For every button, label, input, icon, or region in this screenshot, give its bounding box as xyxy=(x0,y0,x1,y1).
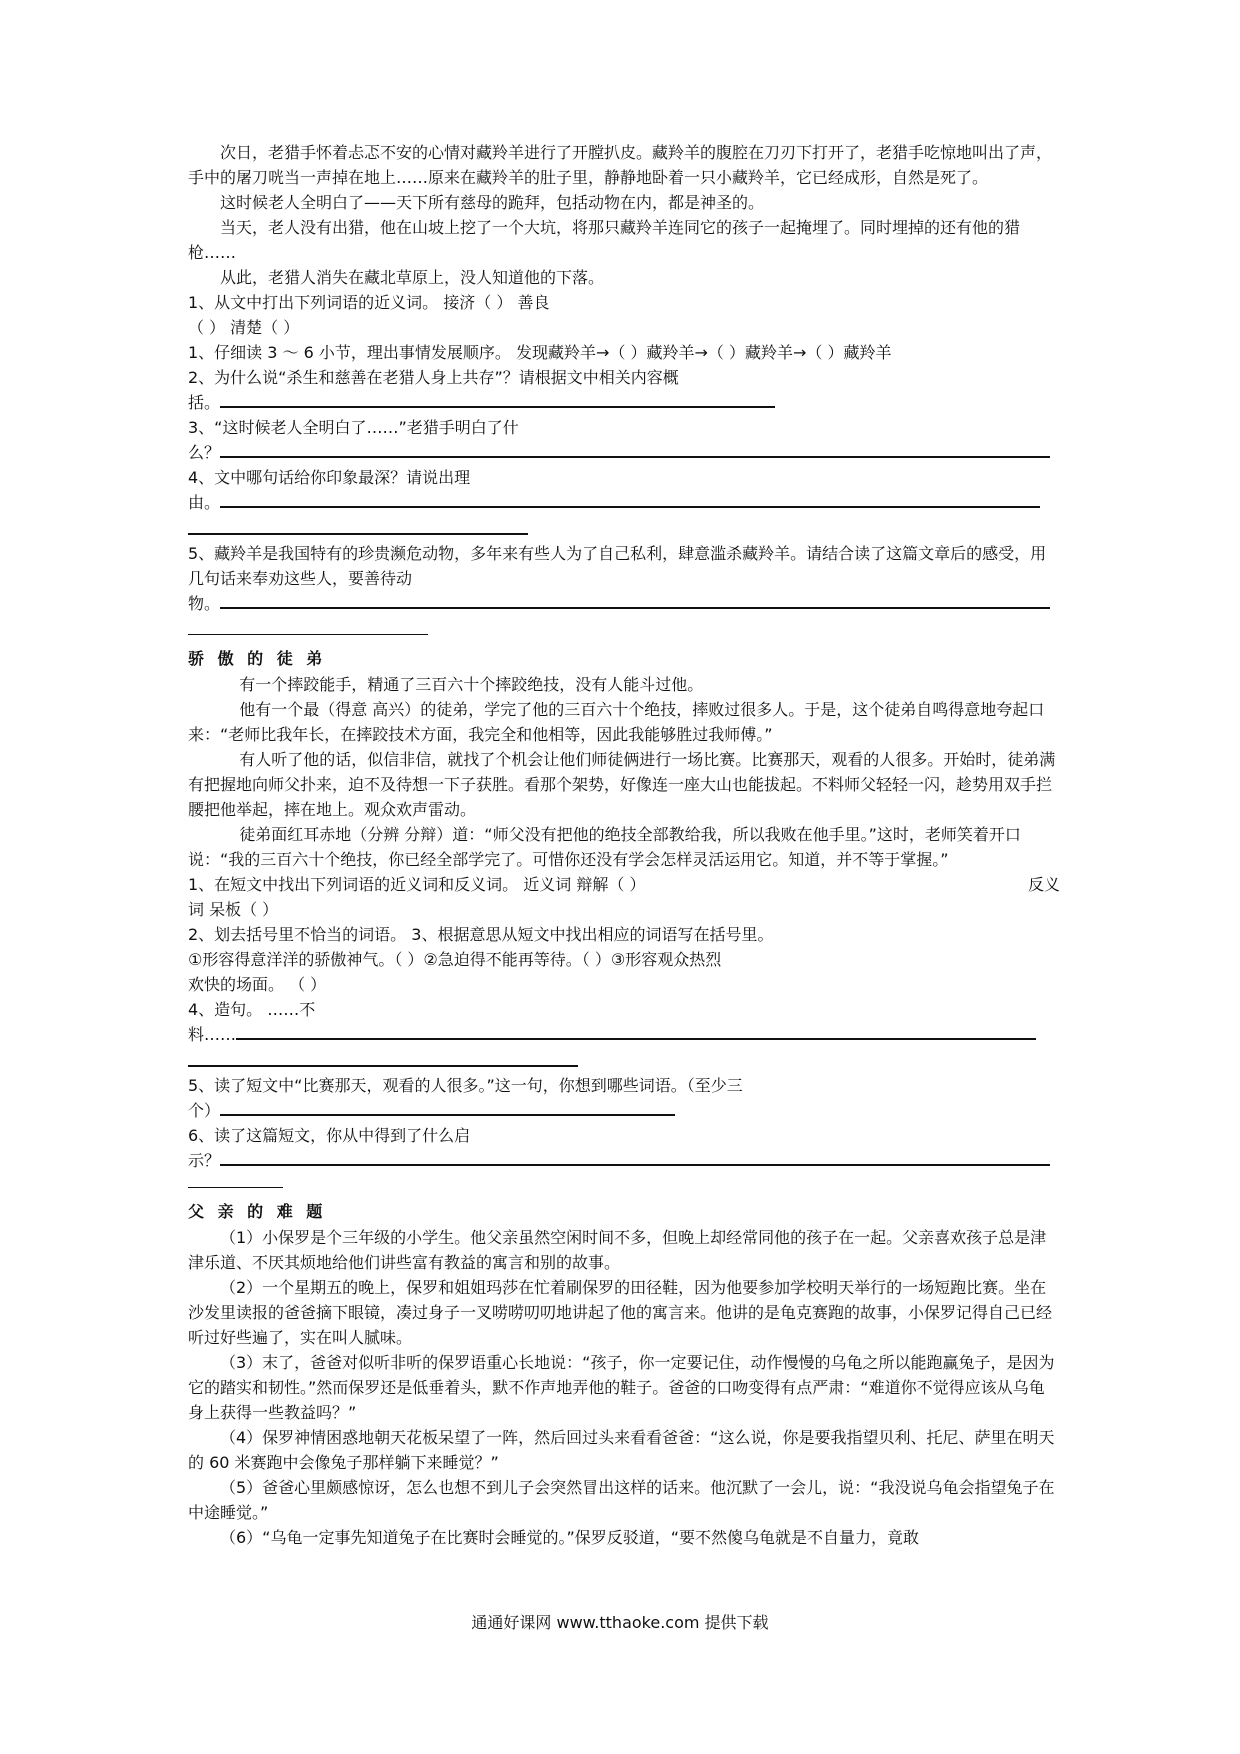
story2-paragraph-1: 有一个摔跤能手，精通了三百六十个摔跤绝技，没有人能斗过他。 xyxy=(239,675,704,694)
story3-paragraph-6: （6）“乌龟一定事先知道兔子在比赛时会睡觉的。”保罗反驳道，“要不然傻乌龟就是不自量力，竟敢 xyxy=(220,1528,920,1547)
story2-paragraph-3: 有人听了他的话，似信非信，就找了个机会让他们师徒俩进行一场比赛。比赛那天，观看的人很多。开始时，徒弟满有把握地向师父扑来，迫不及待想一下子获胜。看那个架势，好像连一座大山也能拔起。不料师父轻轻一闪，趁势用双手拦腰把他举起，摔在地上。观众欢声雷动。 xyxy=(188,750,1056,819)
section-divider xyxy=(188,634,428,635)
story3-paragraph-4: （4）保罗神情困惑地朝天花板呆望了一阵，然后回过头来看看爸爸：“这么说，你是要我指望贝利、托尼、萨里在明天的 60 米赛跑中会像兔子那样躺下来睡觉？” xyxy=(188,1428,1055,1472)
answer-line[interactable] xyxy=(220,491,1040,508)
story2-question-1-right: 反义 xyxy=(1027,875,1060,894)
story2-question-5: 5、读了短文中“比赛那天，观看的人很多。”这一句，你想到哪些词语。（至少三 xyxy=(188,1076,743,1095)
story2-question-5-tail: 个） xyxy=(188,1101,221,1120)
story2-paragraph-2: 他有一个最（得意 高兴）的徒弟，学完了他的三百六十个绝技，摔败过很多人。于是，这个徒弟自鸣得意地夸起口来：“老师比我年长，在摔跤技术方面，我完全和他相等，因此我能够胜过我师傅。” xyxy=(188,700,1045,744)
story2-question-6: 6、读了这篇短文，你从中得到了什么启 xyxy=(188,1126,471,1145)
story2-title: 骄 傲 的 徒 弟 xyxy=(188,649,327,668)
answer-line[interactable] xyxy=(220,1099,675,1116)
story2-question-5-line xyxy=(188,1098,1060,1123)
story2-question-4-tail: 料…… xyxy=(188,1025,237,1044)
story2-question-3: ①形容得意洋洋的骄傲神气。（ ）②急迫得不能再等待。（ ）③形容观众热烈 xyxy=(188,950,722,969)
story2-question-1-row xyxy=(188,872,1060,897)
answer-line[interactable] xyxy=(220,441,1050,458)
story1-question-1a: 1、从文中打出下列词语的近义词。 接济（ ） 善良 xyxy=(188,293,550,312)
story1-paragraph-3: 当天，老人没有出猎，他在山坡上挖了一个大坑，将那只藏羚羊连同它的孩子一起掩埋了。同时埋掉的还有他的猎枪…… xyxy=(188,218,1021,262)
story1-question-1a-cont: （ ） 清楚（ ） xyxy=(188,318,300,337)
story2-question-3-cont: 欢快的场面。 （ ） xyxy=(188,975,327,994)
story1-question-2-line xyxy=(188,390,1060,415)
story2-question-6-tail: 示？ xyxy=(188,1151,221,1170)
story2-paragraph-4: 徒弟面红耳赤地（分辨 分辩）道：“师父没有把他的绝技全部教给我，所以我败在他手里。”这时，老师笑着开口说：“我的三百六十个绝技，你已经全部学完了。可惜你还没有学会怎样灵活运用它。知道，并不等于掌握。” xyxy=(188,825,1021,869)
story2-question-1-cont: 词 呆板（ ） xyxy=(188,900,279,919)
story1-question-5-tail: 物。 xyxy=(188,594,221,613)
story1-paragraph-1: 次日，老猎手怀着忐忑不安的心情对藏羚羊进行了开膛扒皮。藏羚羊的腹腔在刀刃下打开了，老猎手吃惊地叫出了声，手中的屠刀咣当一声掉在地上……原来在藏羚羊的肚子里，静静地卧着一只小藏羚羊，它已经成形，自然是死了。 xyxy=(188,143,1053,187)
story2-question-4: 4、造句。 ……不 xyxy=(188,1000,316,1019)
story1-question-4-line xyxy=(188,490,1060,515)
story2-question-2: 2、划去括号里不恰当的词语。 3、根据意思从短文中找出相应的词语写在括号里。 xyxy=(188,925,774,944)
story3-paragraph-3: （3）末了，爸爸对似听非听的保罗语重心长地说：“孩子，你一定要记住，动作慢慢的乌龟之所以能跑赢兔子，是因为它的踏实和韧性。”然而保罗还是低垂着头，默不作声地弄他的鞋子。爸爸的口吻变得有点严肃：“难道你不觉得应该从乌龟身上获得一些教益吗？” xyxy=(188,1353,1055,1422)
story1-question-2-tail: 括。 xyxy=(188,393,221,412)
story2-question-1: 1、在短文中找出下列词语的近义词和反义词。 近义词 辩解（ ） xyxy=(188,875,646,894)
story1-question-3-tail: 么？ xyxy=(188,443,221,462)
answer-line[interactable] xyxy=(220,1149,1050,1166)
story1-question-3: 3、“这时候老人全明白了……”老猎手明白了什 xyxy=(188,418,519,437)
story3-paragraph-5: （5）爸爸心里颇感惊讶，怎么也想不到儿子会突然冒出这样的话来。他沉默了一会儿，说：“我没说乌龟会指望兔子在中途睡觉。” xyxy=(188,1478,1055,1522)
story1-question-2: 2、为什么说“杀生和慈善在老猎人身上共存”？请根据文中相关内容概 xyxy=(188,368,679,387)
answer-line[interactable] xyxy=(220,391,775,408)
story2-question-4-line xyxy=(188,1022,1060,1047)
story3-paragraph-2: （2）一个星期五的晚上，保罗和姐姐玛莎在忙着刷保罗的田径鞋，因为他要参加学校明天举行的一场短跑比赛。坐在沙发里读报的爸爸摘下眼镜，凑过身子一叉唠唠叨叨地讲起了他的寓言来。他讲的是龟克赛跑的故事，小保罗记得自己已经听过好些遍了，实在叫人腻味。 xyxy=(188,1278,1053,1347)
story1-question-4: 4、文中哪句话给你印象最深？请说出理 xyxy=(188,468,471,487)
story1-question-4-tail: 由。 xyxy=(188,493,221,512)
document-page xyxy=(188,140,1060,1550)
page-footer: 通通好课网 www.tthaoke.com 提供下载 xyxy=(471,1613,769,1632)
story3-title: 父 亲 的 难 题 xyxy=(188,1202,327,1221)
story1-question-1b: 1、仔细读 3 ～ 6 小节，理出事情发展顺序。 发现藏羚羊→（ ）藏羚羊→（ ）藏羚羊→（ ）藏羚羊 xyxy=(188,343,892,362)
answer-line[interactable] xyxy=(188,1065,578,1067)
story3-paragraph-1: （1）小保罗是个三年级的小学生。他父亲虽然空闲时间不多，但晚上却经常同他的孩子在一起。父亲喜欢孩子总是津津乐道、不厌其烦地给他们讲些富有教益的寓言和别的故事。 xyxy=(188,1228,1047,1272)
section-divider xyxy=(188,1187,283,1188)
story1-question-3-line xyxy=(188,440,1060,465)
answer-line[interactable] xyxy=(236,1023,1036,1040)
story1-question-5: 5、藏羚羊是我国特有的珍贵濒危动物，多年来有些人为了自己私利，肆意滥杀藏羚羊。请结合读了这篇文章后的感受，用几句话来奉劝这些人，要善待动 xyxy=(188,544,1047,588)
answer-line[interactable] xyxy=(188,533,528,535)
answer-line[interactable] xyxy=(220,592,1050,609)
story1-paragraph-2: 这时候老人全明白了——天下所有慈母的跪拜，包括动物在内，都是神圣的。 xyxy=(220,193,765,212)
story1-question-5-line xyxy=(188,591,1060,616)
story1-paragraph-4: 从此，老猎人消失在藏北草原上，没人知道他的下落。 xyxy=(220,268,605,287)
story2-question-6-line xyxy=(188,1148,1060,1173)
